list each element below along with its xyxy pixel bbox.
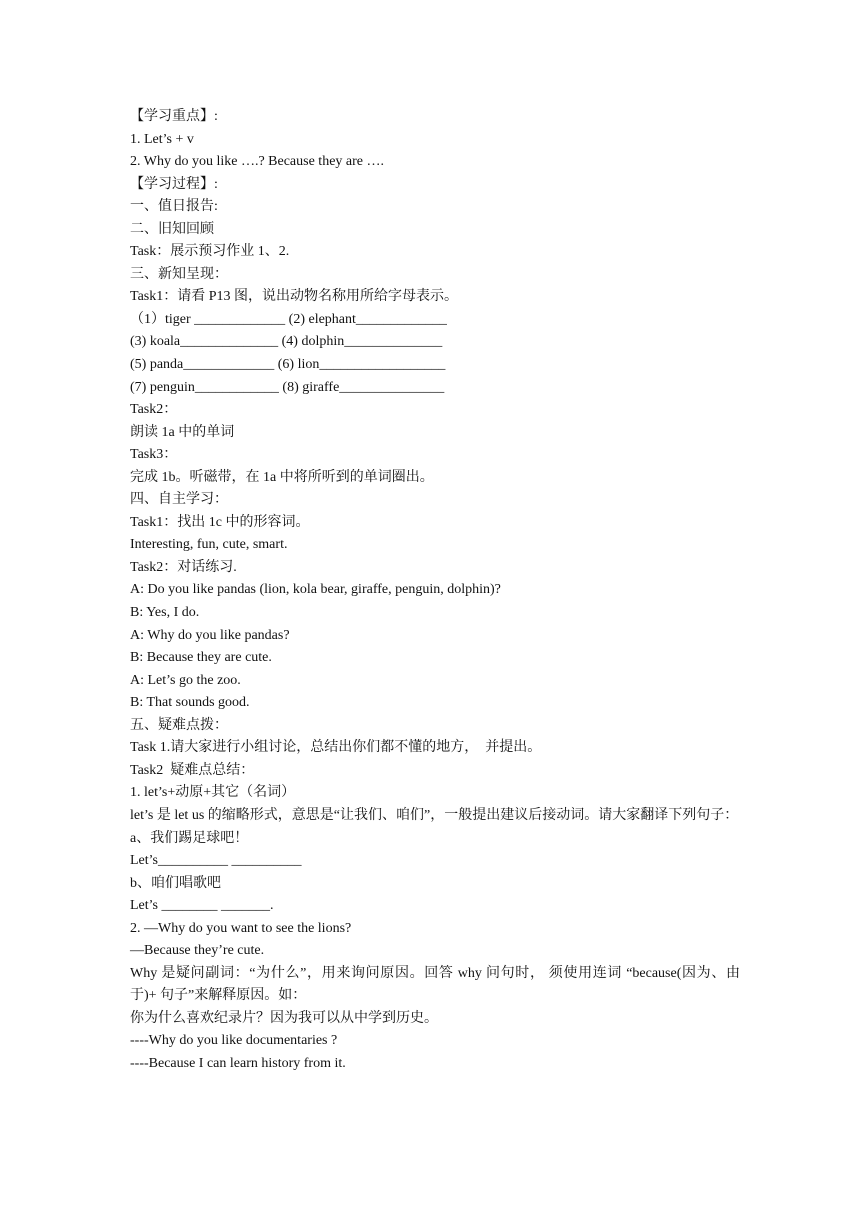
grammar-point-1: 1. let’s+动原+其它（名词） (130, 785, 296, 801)
difficulty-task-2: Task2 疑难点总结： (130, 762, 255, 778)
animal-blanks-row-1: （1）tiger _____________ (2) elephant_____________ (130, 311, 447, 327)
key-point-2: 2. Why do you like ….? Because they are …. (130, 154, 385, 170)
key-point-1: 1. Let’s + v (130, 131, 194, 147)
translation-item-b: b、咱们唱歌吧 (130, 875, 221, 891)
animal-blanks-row-3: (5) panda_____________ (6) lion__________________ (130, 357, 446, 373)
self-task-2: Task2：对话练习. (130, 559, 237, 575)
example-answer: ----Because I can learn history from it. (130, 1055, 346, 1071)
step-review: 二、旧知回顾 (130, 221, 214, 237)
translation-item-a: a、我们踢足球吧！ (130, 830, 249, 846)
review-task: Task：展示预习作业 1、2. (130, 244, 290, 260)
difficulty-task-1: Task 1.请大家进行小组讨论，总结出你们都不懂的地方， 并提出。 (130, 740, 542, 756)
dialogue-line: A: Let’s go the zoo. (130, 672, 241, 688)
new-task-2: Task2： (130, 402, 178, 418)
new-task-3-body: 完成 1b。听磁带，在 1a 中将所听到的单词圈出。 (130, 469, 434, 485)
grammar-point-2: 2. —Why do you want to see the lions? (130, 920, 352, 936)
grammar-point-2-explanation: Why 是疑问副词：“为什么”，用来询问原因。回答 why 问句时， 须使用连词 “because(因为、由于)+ 句子”来解释原因。如： (130, 965, 740, 1004)
example-question: ----Why do you like documentaries ? (130, 1033, 338, 1049)
grammar-point-1-explanation: let’s 是 let us 的缩略形式，意思是“让我们、咱们”，一般提出建议后接动词。请大家翻译下列句子： (130, 807, 739, 823)
dialogue-line: B: That sounds good. (130, 695, 250, 711)
dialogue-line: B: Because they are cute. (130, 650, 272, 666)
dialogue-line: B: Yes, I do. (130, 605, 200, 621)
translation-blank-b: Let’s ________ _______. (130, 898, 274, 914)
new-task-2-body: 朗读 1a 中的单词 (130, 424, 235, 440)
translation-blank-a: Let’s__________ __________ (130, 853, 302, 869)
dialogue-line: A: Why do you like pandas? (130, 627, 290, 643)
step-duty-report: 一、值日报告: (130, 199, 218, 215)
self-task-1: Task1：找出 1c 中的形容词。 (130, 514, 310, 530)
dialogue-line: A: Do you like pandas (lion, kola bear, giraffe, penguin, dolphin)? (130, 582, 501, 598)
step-new-knowledge: 三、新知呈现： (130, 266, 228, 282)
adjectives-list: Interesting, fun, cute, smart. (130, 537, 288, 553)
section-heading-process: 【学习过程】: (130, 176, 218, 192)
step-self-study: 四、自主学习： (130, 492, 228, 508)
animal-blanks-row-4: (7) penguin____________ (8) giraffe_______________ (130, 379, 445, 395)
new-task-3: Task3： (130, 447, 178, 463)
grammar-point-2-answer: —Because they’re cute. (130, 943, 265, 959)
section-heading-key-points: 【学习重点】: (130, 109, 218, 124)
step-difficulties: 五、疑难点拨： (130, 717, 228, 733)
animal-blanks-row-2: (3) koala______________ (4) dolphin______________ (130, 334, 443, 350)
example-chinese: 你为什么喜欢纪录片？因为我可以从中学到历史。 (130, 1010, 438, 1026)
document-body (130, 106, 740, 1076)
new-task-1: Task1：请看 P13 图，说出动物名称用所给字母表示。 (130, 289, 459, 305)
